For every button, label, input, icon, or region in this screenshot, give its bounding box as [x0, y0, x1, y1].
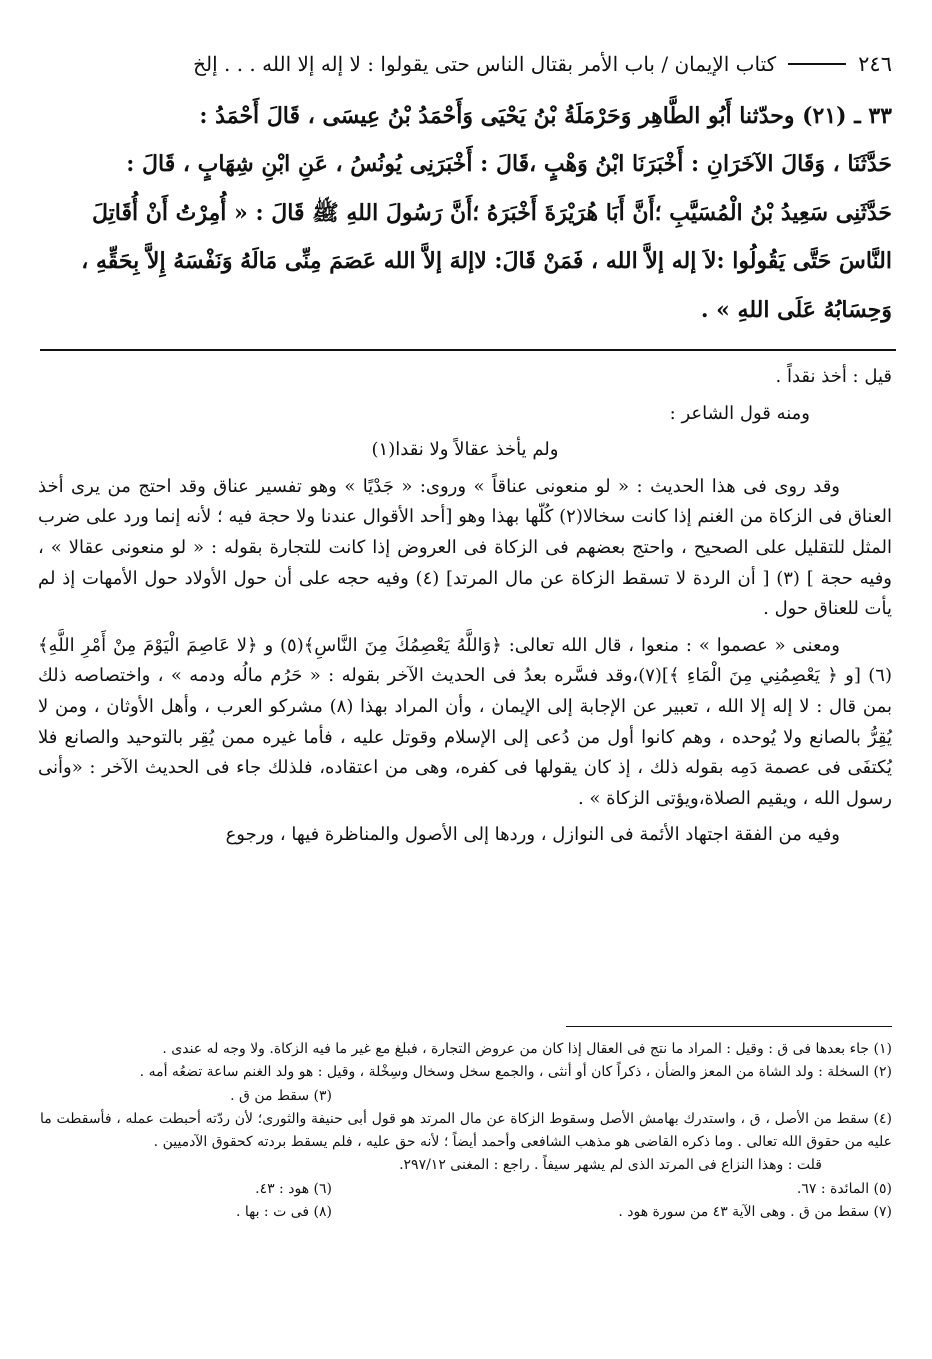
hadith-text	[38, 92, 892, 334]
footnote-7: (٧) سقط من ق . وهى الآية ٤٣ من سورة هود .	[618, 1204, 892, 1221]
section-divider	[40, 349, 896, 351]
footnote-divider	[566, 1026, 892, 1027]
page-header	[40, 44, 892, 84]
footnotes	[40, 1038, 892, 1224]
commentary-paragraph: وفيه من الفقة اجتهاد الأئمة فى النوازل ، وردها إلى الأصول والمناظرة فيها ، ورجوع	[225, 824, 840, 846]
footnote-5: (٥) المائدة : ٦٧.	[796, 1180, 892, 1197]
commentary-paragraph: وقد روى فى هذا الحديث : « لو منعونى عناقاً » وروى: « جَدْيًا » وهو تفسير عناق وقد احتج من يرى أخذ العناق فى الزكاة من الغنم إذا كانت سخالا(٢) كُلّها بهذا وهو [أحد الأقوال عندنا ولا حجة فيه ؛ لأنه إنما ورد على ضرب المثل للتقليل على الصحيح ، واحتج بعضهم فى الزكاة فى العروض إذا كانت للتجارة بقوله : « لو منعونى عقالا » ، وفيه حجة ] (٣) [ أن الردة لا تسقط الزكاة عن مال المرتد] (٤) وفيه حجه على أن حول الأولاد حول الأمهات إذ لم يأت للعناق حول .	[38, 475, 893, 620]
commentary-paragraph: ومعنى « عصموا » : منعوا ، قال الله تعالى: ﴿وَاللَّهُ يَعْصِمُكَ مِنَ النَّاسِ﴾(٥) و ﴿لا عَاصِمَ الْيَوْمَ مِنْ أَمْرِ اللَّهِ﴾(٦) [و ﴿ يَعْصِمُنِي مِنَ الْمَاءِ ﴾](٧)،وقد فسَّره بعدُ فى الحديث الآخر بقوله : « حَرُم مالُه ودمه » ، واختصاصه ذلك بمن قال : لا إله إلا الله ، تعبير عن الإجابة إلى الإيمان ، وأن المراد بهذا (٨) مشركو العرب ، وأهل الأوثان ، ومن لا يُقِرُّ بالصانع ولا يُوحده ، وهم كانوا أول من دُعى إلى الإسلام وقوتل عليه ، فأما غيره ممن يُقِر بالتوحيد والصانع فلا يُكتفَى فى عصمة دَمِه بقوله ذلك ، إذ كان يقولها فى كفره، وهى من اعتقاده، فلذلك جاء فى الحديث الآخر : «وأنى رسول الله ، ويقيم الصلاة،ويؤتى الزكاة » .	[38, 634, 892, 809]
footnote-6: (٦) هود : ٤٣.	[255, 1180, 332, 1197]
hadith-line: ٣٣ ـ (٢١) وحدّثنا أَبُو الطَّاهِر وَحَرْمَلَةُ بْنُ يَحْيَى وَأَحْمَدُ بْنُ عِيسَى ، قَالَ أَحْمَدُ :	[199, 103, 892, 129]
footnote: (٢) السخلة : ولد الشاة من المعز والضأن ، ذكراً كان أو أنثى ، والجمع سخل وسخال وسِخْلة ، وقيل : هو ولد الغنم ساعة تضعُه أمه .	[139, 1064, 892, 1081]
page-number: ٢٤٦	[858, 52, 892, 76]
footnote	[40, 1085, 892, 1108]
hadith-line: النَّاسَ حَتَّى يَقُولُوا :لاَ إله إلاَّ الله ، فَمَنْ قَالَ: لاإلهَ إلاَّ الله عَصَمَ مِنِّى مَالَهُ وَنَفْسَهُ إِلاَّ بِحَقِّهِ ،	[81, 248, 892, 275]
footnote: (١) جاء بعدها فى ق : وقيل : المراد ما نتج فى العقال إذا كان من عروض التجارة ، فبلغ مع غير ما فيه الزكاة. ولا وجه له عندى .	[162, 1041, 892, 1057]
footnote-pair	[40, 1201, 892, 1224]
hadith-line: وَحِسَابُهُ عَلَى اللهِ » .	[700, 296, 892, 323]
hadith-line: حَدَّثَنِى سَعِيدُ بْنُ الْمُسَيَّبِ ؛أَنَّ أَبَا هُرَيْرَةَ أَخْبَرَهُ ؛أَنَّ رَسُولَ اللهِ ﷺ قَالَ : « أُمِرْتُ أَنْ أُقَاتِلَ	[91, 199, 892, 226]
header-dash	[788, 63, 846, 65]
footnote-8: (٨) فى ت : بها .	[235, 1204, 332, 1221]
footnote: (٤) سقط من الأصل ، ق ، واستدرك بهامش الأصل وسقوط الزكاة عن مال المرتد هو قول أبى حنيفة والثورى؛ لأن ردّته أحبطت عمله ، فأسقطت ما عليه من حقوق الله تعالى . وما ذكره القاضى هو مذهب الشافعى وأحمد أيضاً ؛ لأنه حق عليه ، فلم يسقط بردته كحقوق الآدميين .	[40, 1110, 892, 1151]
footnote-pair	[40, 1178, 892, 1201]
commentary-line: ومنه قول الشاعر :	[669, 402, 810, 424]
running-title: كتاب الإيمان / باب الأمر بقتال الناس حتى يقولوا : لا إله إلا الله . . . إلخ	[193, 52, 777, 76]
footnote-3: (٣) سقط من ق .	[230, 1087, 332, 1104]
commentary-line: قيل : أخذ نقداً .	[775, 366, 892, 387]
poem-verse: ولم يأخذ عقالاً ولا نقدا(١)	[371, 439, 559, 461]
hadith-line: حَدَّثَنَا ، وَقَالَ الآخَرَانِ : أَخْبَرَنَا ابْنُ وَهْبٍ ،قَالَ : أَخْبَرَنِى يُونُسُ ، عَنِ ابْنِ شِهَابٍ ، قَالَ :	[126, 151, 892, 178]
footnote-note: قلت : وهذا النزاع فى المرتد الذى لم يشهر سيفاً . راجع : المغنى ٢٩٧/١٢.	[399, 1157, 822, 1174]
commentary	[38, 362, 892, 851]
